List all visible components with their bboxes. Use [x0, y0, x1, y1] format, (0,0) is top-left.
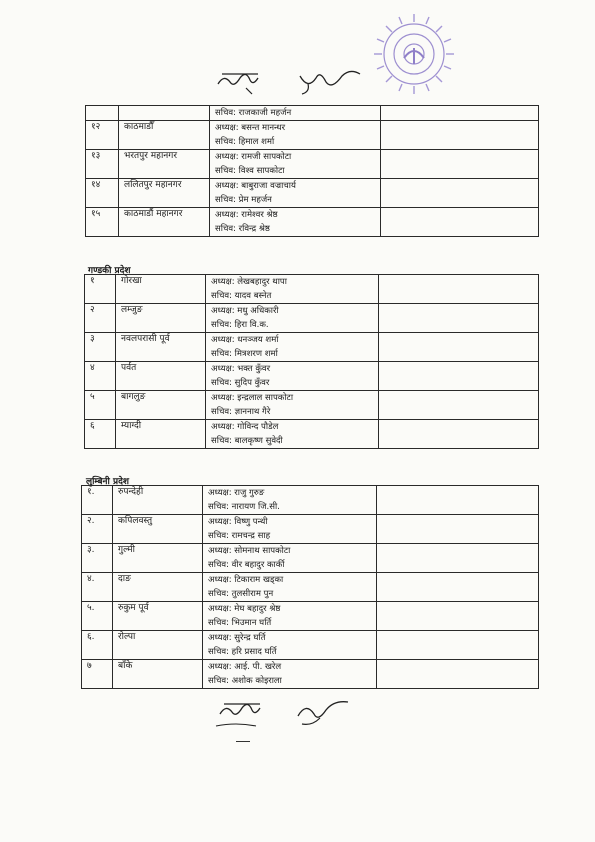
- secretary-line: सचिव: अशोक कोइराला: [208, 676, 282, 686]
- district-name: रोल्पा: [113, 631, 203, 660]
- chairperson-line: अध्यक्ष: मधु अधिकारी: [211, 306, 279, 316]
- secretary-line: सचिव: मित्रशरण शर्मा: [211, 349, 278, 359]
- chairperson-line: अध्यक्ष: बसन्त मानन्धर: [215, 123, 286, 133]
- table-row: [85, 275, 539, 304]
- blank-cell: [379, 333, 539, 362]
- row-number: १.: [82, 486, 113, 515]
- chairperson-line: अध्यक्ष: सोमनाथ सापकोटा: [208, 546, 291, 556]
- secretary-line: सचिव: बालकृष्ण सुवेदी: [211, 436, 283, 446]
- blank-cell: [381, 208, 539, 237]
- secretary-line: सचिव: राजकाजी महर्जन: [215, 108, 292, 118]
- blank-cell: [381, 179, 539, 208]
- chairperson-line: अध्यक्ष: धनञ्जय शर्मा: [211, 335, 279, 345]
- table-row: [82, 486, 539, 515]
- blank-cell: [377, 573, 539, 602]
- district-name: नवलपरासी पूर्व: [116, 333, 206, 362]
- district-name: म्याग्दी: [116, 420, 206, 449]
- row-number: ५: [85, 391, 116, 420]
- blank-cell: [379, 391, 539, 420]
- district-name: [119, 106, 210, 121]
- officials-cell: [210, 121, 381, 150]
- district-name: भरतपुर महानगर: [119, 150, 210, 179]
- officials-cell: [206, 275, 379, 304]
- table-row: [85, 362, 539, 391]
- signature-bottom: [212, 692, 372, 736]
- district-name: रुपन्देही: [113, 486, 203, 515]
- table-row: [85, 304, 539, 333]
- district-name: गुल्मी: [113, 544, 203, 573]
- officials-cell: [206, 333, 379, 362]
- margin-mark: [236, 741, 250, 742]
- row-number: १२: [86, 121, 119, 150]
- table-row: [82, 631, 539, 660]
- secretary-line: सचिव: हिमाल शर्मा: [215, 137, 275, 147]
- district-name: काठमाडौँ: [119, 121, 210, 150]
- officials-cell: [203, 515, 377, 544]
- signature-top: [212, 58, 372, 98]
- officials-cell: [210, 150, 381, 179]
- row-number: १३: [86, 150, 119, 179]
- officials-cell: [210, 179, 381, 208]
- district-name: कपिलवस्तु: [113, 515, 203, 544]
- district-name: काठमाडौं महानगर: [119, 208, 210, 237]
- district-name: गोरखा: [116, 275, 206, 304]
- blank-cell: [381, 150, 539, 179]
- row-number: ४: [85, 362, 116, 391]
- chairperson-line: अध्यक्ष: सुरेन्द्र घर्ति: [208, 633, 266, 643]
- district-name: लम्जुङ: [116, 304, 206, 333]
- table-row: [86, 150, 539, 179]
- table-row: [82, 602, 539, 631]
- officials-cell: [206, 304, 379, 333]
- blank-cell: [381, 121, 539, 150]
- table-kathmandu: [85, 105, 539, 237]
- blank-cell: [377, 602, 539, 631]
- chairperson-line: अध्यक्ष: टिकाराम खड्का: [208, 575, 284, 585]
- table-row: [86, 121, 539, 150]
- table-row: [82, 544, 539, 573]
- secretary-line: सचिव: यादव बस्नेत: [211, 291, 272, 301]
- secretary-line: सचिव: सुदिप कुँवर: [211, 378, 270, 388]
- secretary-line: सचिव: हिरा वि.क.: [211, 320, 269, 330]
- blank-cell: [379, 362, 539, 391]
- table-lumbini: [81, 485, 539, 689]
- row-number: १: [85, 275, 116, 304]
- row-number: २: [85, 304, 116, 333]
- row-number: १५: [86, 208, 119, 237]
- blank-cell: [381, 106, 539, 121]
- row-number: ५.: [82, 602, 113, 631]
- chairperson-line: अध्यक्ष: इन्द्रलाल सापकोटा: [211, 393, 294, 403]
- officials-cell: [203, 660, 377, 689]
- table-row: [86, 179, 539, 208]
- chairperson-line: अध्यक्ष: रामेश्वर श्रेष्ठ: [215, 210, 278, 220]
- secretary-line: सचिव: वीर बहादुर कार्की: [208, 560, 285, 570]
- officials-cell: [203, 631, 377, 660]
- officials-cell: [210, 208, 381, 237]
- blank-cell: [377, 660, 539, 689]
- row-number: ४.: [82, 573, 113, 602]
- secretary-line: सचिव: ज्ञाननाथ गैरे: [211, 407, 271, 417]
- officials-cell: [210, 106, 381, 121]
- secretary-line: सचिव: भिउमान घर्ति: [208, 618, 272, 628]
- row-number: ६: [85, 420, 116, 449]
- chairperson-line: अध्यक्ष: रामजी सापकोटा: [215, 152, 292, 162]
- district-name: पर्वत: [116, 362, 206, 391]
- blank-cell: [377, 544, 539, 573]
- section-heading-lumbini: लुम्बिनी प्रदेश: [86, 477, 129, 487]
- row-number: ६.: [82, 631, 113, 660]
- officials-cell: [203, 573, 377, 602]
- blank-cell: [377, 486, 539, 515]
- officials-cell: [206, 420, 379, 449]
- blank-cell: [379, 420, 539, 449]
- district-name: रुकुम पूर्व: [113, 602, 203, 631]
- blank-cell: [379, 304, 539, 333]
- row-number: ३.: [82, 544, 113, 573]
- nepal-party-seal-icon: [372, 12, 456, 96]
- table-row: [82, 515, 539, 544]
- officials-cell: [203, 486, 377, 515]
- table-row: [86, 208, 539, 237]
- secretary-line: सचिव: रविन्द्र श्रेष्ठ: [215, 224, 270, 234]
- secretary-line: सचिव: हरि प्रसाद घर्ति: [208, 647, 277, 657]
- row-number: १४: [86, 179, 119, 208]
- officials-cell: [206, 391, 379, 420]
- district-name: दाङ: [113, 573, 203, 602]
- district-name: ललितपुर महानगर: [119, 179, 210, 208]
- secretary-line: सचिव: रामचन्द्र साह: [208, 531, 271, 541]
- table-row: [82, 660, 539, 689]
- row-number: [86, 106, 119, 121]
- chairperson-line: अध्यक्ष: भक्त कुँवर: [211, 364, 271, 374]
- chairperson-line: अध्यक्ष: विष्णु पन्थी: [208, 517, 268, 527]
- district-name: बाँके: [113, 660, 203, 689]
- chairperson-line: अध्यक्ष: मेघ बहादुर श्रेष्ठ: [208, 604, 281, 614]
- section-heading-gandaki: गण्डकी प्रदेश: [88, 266, 131, 276]
- secretary-line: सचिव: विश्व सापकोटा: [215, 166, 285, 176]
- district-name: बागलुङ: [116, 391, 206, 420]
- table-row: [85, 333, 539, 362]
- blank-cell: [377, 515, 539, 544]
- chairperson-line: अध्यक्ष: आई. पी. खरेल: [208, 662, 282, 672]
- secretary-line: सचिव: तुलसीराम पुन: [208, 589, 274, 599]
- table-row: [82, 573, 539, 602]
- row-number: ३: [85, 333, 116, 362]
- chairperson-line: अध्यक्ष: लेखबहादुर थापा: [211, 277, 287, 287]
- table-row: [85, 391, 539, 420]
- officials-cell: [203, 544, 377, 573]
- chairperson-line: अध्यक्ष: बाबुराजा वज्राचार्य: [215, 181, 296, 191]
- table-row: [85, 420, 539, 449]
- table-row: [86, 106, 539, 121]
- officials-cell: [206, 362, 379, 391]
- row-number: ७: [82, 660, 113, 689]
- blank-cell: [379, 275, 539, 304]
- chairperson-line: अध्यक्ष: राजु गुरुङ: [208, 488, 265, 498]
- secretary-line: सचिव: नारायण जि.सी.: [208, 502, 280, 512]
- officials-cell: [203, 602, 377, 631]
- chairperson-line: अध्यक्ष: गोविन्द पौडेल: [211, 422, 279, 432]
- row-number: २.: [82, 515, 113, 544]
- table-gandaki: [84, 274, 539, 449]
- secretary-line: सचिव: प्रेम महर्जन: [215, 195, 272, 205]
- blank-cell: [377, 631, 539, 660]
